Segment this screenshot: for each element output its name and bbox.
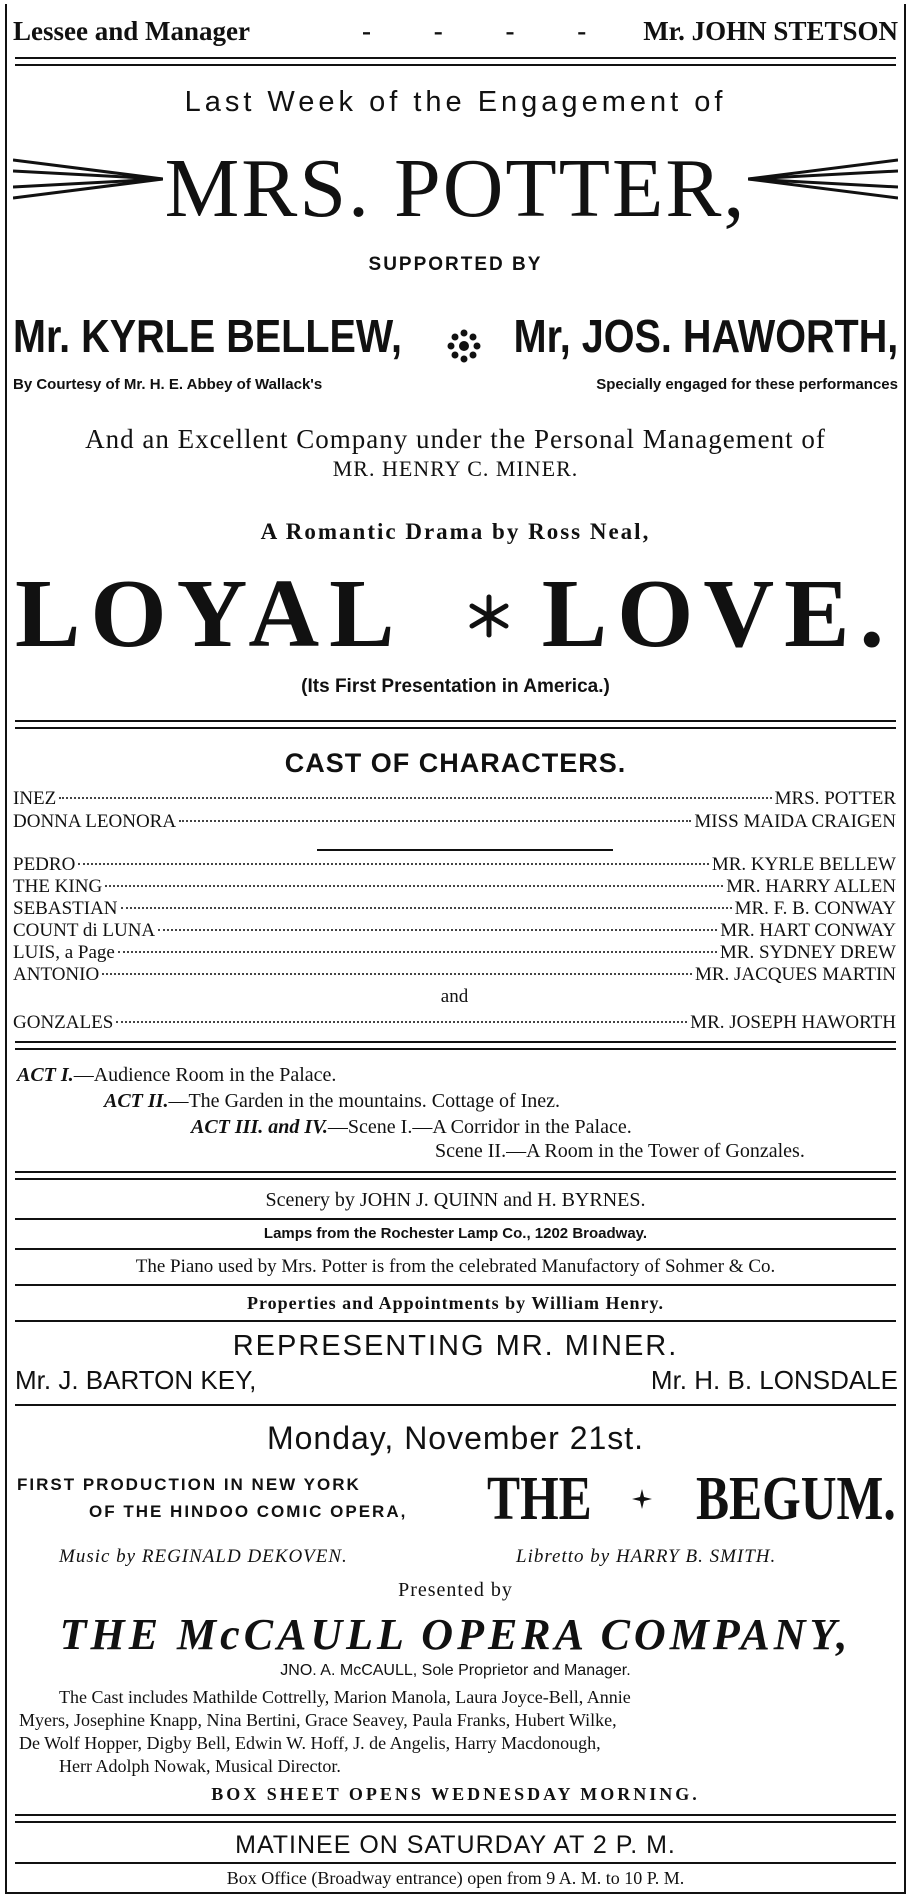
support-left-note: By Courtesy of Mr. H. E. Abbey of Wallack's <box>13 376 323 393</box>
matinee-notice: MATINEE ON SATURDAY AT 2 P. M. <box>235 1831 676 1859</box>
cast-row <box>13 787 896 810</box>
premiere-note: (Its First Presentation in America.) <box>301 676 610 697</box>
act-2 <box>104 1090 560 1113</box>
cast-actor: MISS MAIDA CRAIGEN <box>694 811 896 832</box>
cast-role: DONNA LEONORA <box>13 811 177 832</box>
piano-credit: The Piano used by Mrs. Potter is from the celebrated Manufactory of Sohmer & Co. <box>135 1256 776 1277</box>
cast-divider <box>317 849 613 851</box>
rule-lamps <box>15 1248 896 1250</box>
begum-title-right: BEGUM. <box>696 1465 896 1533</box>
cast-role: ANTONIO <box>13 964 100 985</box>
leader-dots <box>179 820 691 822</box>
leader-dots <box>121 907 732 909</box>
lamps-credit: Lamps from the Rochester Lamp Co., 1202 Broadway. <box>263 1225 648 1242</box>
company-line-1: And an Excellent Company under the Personal Management of <box>85 424 826 454</box>
header-bar <box>7 14 904 48</box>
cast-role: THE KING <box>13 876 103 897</box>
cast-row <box>13 854 896 876</box>
company-proprietor: JNO. A. McCAULL, Sole Proprietor and Manager. <box>280 1662 631 1679</box>
opera-company: THE McCAULL OPERA COMPANY, <box>59 1610 852 1659</box>
cast-row <box>13 964 896 986</box>
right-arrow-ornament <box>748 154 898 204</box>
rule-before-credits <box>15 1171 896 1180</box>
leader-dots <box>105 885 723 887</box>
cast-row <box>13 898 896 920</box>
next-date: Monday, November 21st. <box>266 1420 645 1456</box>
act-1 <box>17 1064 336 1087</box>
representing-heading: REPRESENTING MR. MINER. <box>232 1330 679 1362</box>
flower-icon <box>446 328 482 364</box>
rule-scenery <box>15 1218 896 1220</box>
cast-actor: MR. SYDNEY DREW <box>719 942 896 963</box>
cast-includes-3: De Wolf Hopper, Digby Bell, Edwin W. Hoff, J. de Angelis, Harry Macdonough, <box>19 1733 601 1753</box>
asterisk-icon <box>467 594 511 638</box>
begum-title-left: THE <box>487 1465 592 1533</box>
representative-right: Mr. H. B. LONSDALE <box>650 1365 898 1395</box>
cast-role: INEZ <box>13 788 57 809</box>
libretto-credit: Libretto by HARRY B. SMITH. <box>516 1546 777 1567</box>
supported-by: SUPPORTED BY <box>368 254 543 275</box>
leader-dots <box>158 929 717 931</box>
act-3-4-text: —Scene I.—A Corridor in the Palace. <box>327 1116 632 1138</box>
cast-row <box>13 810 896 833</box>
cast-role: COUNT di LUNA <box>13 920 156 941</box>
cast-includes-1: The Cast includes Mathilde Cottrelly, Marion Manola, Laura Joyce-Bell, Annie <box>59 1687 631 1707</box>
production-line-2: OF THE HINDOO COMIC OPERA, <box>89 1502 408 1521</box>
rule-before-box-office <box>15 1862 896 1864</box>
rule-representing <box>15 1404 896 1406</box>
cast-actor: MR. HARRY ALLEN <box>726 876 896 897</box>
production-line-1: FIRST PRODUCTION IN NEW YORK <box>17 1475 361 1494</box>
support-right-name: Mr, JOS. HAWORTH, <box>513 310 898 362</box>
cast-includes-4: Herr Adolph Nowak, Musical Director. <box>59 1756 341 1776</box>
music-credit: Music by REGINALD DEKOVEN. <box>59 1546 348 1567</box>
leader-dots <box>118 951 717 953</box>
engagement-intro: Last Week of the Engagement of <box>184 86 727 118</box>
rule-properties <box>15 1320 896 1322</box>
leader-dots <box>78 863 709 865</box>
cast-actor: MR. F. B. CONWAY <box>734 898 896 919</box>
company-line-2: MR. HENRY C. MINER. <box>332 456 579 481</box>
cast-includes-2: Myers, Josephine Knapp, Nina Bertini, Grace Seavey, Paula Franks, Hubert Wilke, <box>19 1710 617 1730</box>
box-office-hours: Box Office (Broadway entrance) open from 9 A. M. to 10 P. M. <box>226 1868 685 1888</box>
representative-left: Mr. J. BARTON KEY, <box>15 1365 257 1395</box>
header-dashes: - - - - <box>362 16 615 46</box>
cast-row <box>13 942 896 964</box>
act-1-label: ACT I. <box>17 1064 74 1086</box>
scenery-credit: Scenery by JOHN J. QUINN and H. BYRNES. <box>265 1189 646 1211</box>
cast-role: LUIS, a Page <box>13 942 115 963</box>
cast-row <box>13 920 896 942</box>
act-2-text: —The Garden in the mountains. Cottage of Inez. <box>168 1090 561 1112</box>
leader-dots <box>59 797 771 799</box>
cast-actor: MR. JACQUES MARTIN <box>694 964 896 985</box>
star-name: MRS. POTTER, <box>164 142 747 235</box>
principal-cast-list <box>13 787 896 833</box>
cast-actor: MRS. POTTER <box>774 788 896 809</box>
cast-role: GONZALES <box>13 1012 114 1033</box>
act-3-4-scene-2: Scene II.—A Room in the Tower of Gonzales. <box>435 1140 805 1162</box>
leader-dots <box>116 1021 687 1023</box>
cast-role: SEBASTIAN <box>13 898 118 919</box>
cast-row <box>13 876 896 898</box>
lessee-label: Lessee and Manager <box>13 16 250 46</box>
support-right-note: Specially engaged for these performances <box>596 376 898 393</box>
act-3-4-label: ACT III. and IV. <box>191 1116 328 1138</box>
cast-actor: MR. JOSEPH HAWORTH <box>690 1012 896 1033</box>
act-3-4 <box>191 1116 632 1139</box>
supporting-cast-list <box>13 854 896 1034</box>
rule-before-acts <box>15 1041 896 1050</box>
presented-by: Presented by <box>398 1579 513 1601</box>
properties-credit: Properties and Appointments by William Henry. <box>246 1293 665 1313</box>
cast-and: and <box>440 986 469 1007</box>
cast-actor: MR. HART CONWAY <box>720 920 896 941</box>
support-left-name: Mr. KYRLE BELLEW, <box>13 310 403 362</box>
cross-icon <box>631 1488 653 1510</box>
cast-actor: MR. KYRLE BELLEW <box>711 854 896 875</box>
act-1-text: —Audience Room in the Palace. <box>73 1064 337 1086</box>
play-title-right: LOVE. <box>541 560 894 668</box>
cast-heading: CAST OF CHARACTERS. <box>284 748 627 778</box>
rule-piano <box>15 1284 896 1286</box>
rule-before-cast <box>15 720 896 729</box>
box-sheet-notice: BOX SHEET OPENS WEDNESDAY MORNING. <box>211 1784 700 1804</box>
header-rule <box>15 57 896 66</box>
act-2-label: ACT II. <box>104 1090 169 1112</box>
manager-name: Mr. JOHN STETSON <box>643 16 898 46</box>
leader-dots <box>102 973 692 975</box>
rule-before-matinee <box>15 1814 896 1823</box>
play-genre: A Romantic Drama by Ross Neal, <box>260 519 651 544</box>
cast-row <box>13 1012 896 1034</box>
play-title-left: LOYAL <box>15 560 405 668</box>
cast-role: PEDRO <box>13 854 76 875</box>
playbill-page <box>5 4 906 1894</box>
